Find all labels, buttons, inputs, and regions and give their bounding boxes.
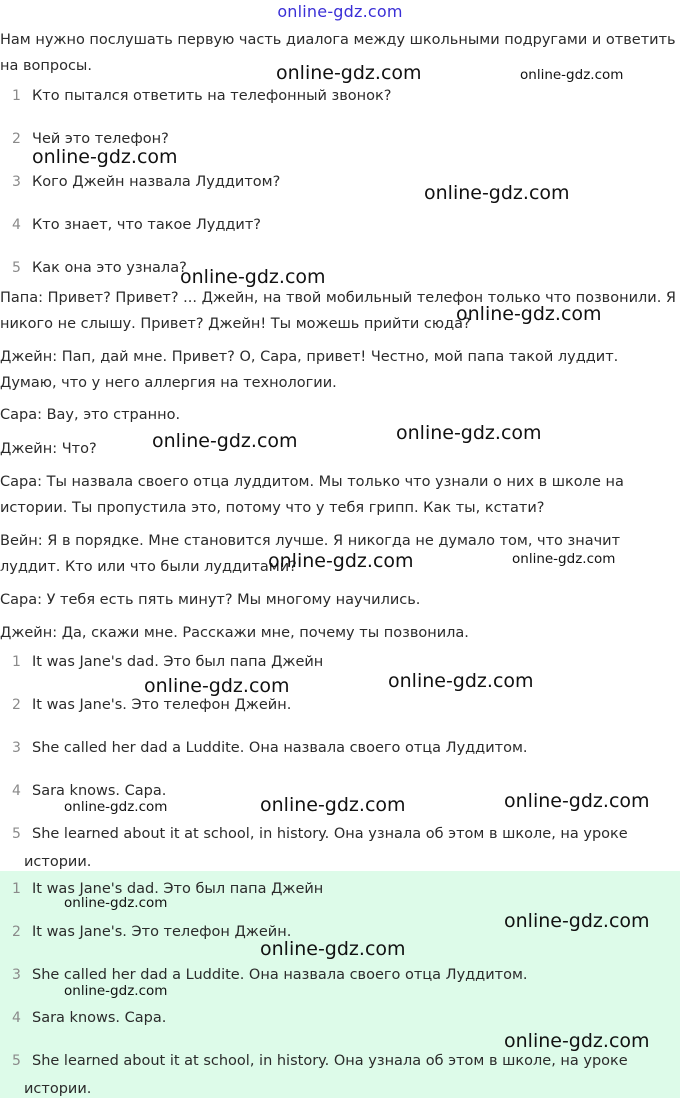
watermark: online-gdz.com — [520, 67, 624, 83]
watermark: online-gdz.com — [32, 146, 178, 168]
item-number: 3 — [12, 174, 21, 190]
item-text: She learned about it at school, in history. Она узнала об этом в школе, на уроке — [32, 826, 628, 842]
dialogue-line: Папа: Привет? Привет? ... Джейн, на твой мобильный телефон только что позвонили. Я никого не слышу. Привет? Джейн! Ты можешь прийти сюда? — [0, 290, 676, 332]
item-text: Кого Джейн назвала Луддитом? — [32, 174, 281, 190]
item-number: 3 — [12, 967, 21, 983]
item-text: It was Jane's. Это телефон Джейн. — [32, 697, 292, 713]
intro-text: Нам нужно послушать первую часть диалога между школьными подругами и ответить на вопросы. — [0, 32, 676, 74]
dialogue-line: Джейн: Пап, дай мне. Привет? О, Сара, привет! Честно, мой папа такой луддит. Думаю, что у него аллергия на технологии. — [0, 349, 619, 391]
watermark: online-gdz.com — [144, 675, 290, 697]
watermark: online-gdz.com — [424, 182, 570, 204]
item-number: 5 — [12, 260, 21, 276]
watermark: online-gdz.com — [512, 551, 616, 567]
item-text: Sara knows. Сара. — [32, 1010, 167, 1026]
watermark: online-gdz.com — [260, 794, 406, 816]
watermark: online-gdz.com — [396, 422, 542, 444]
highlighted-answers — [0, 871, 680, 1098]
item-text: She learned about it at school, in history. Она узнала об этом в школе, на уроке — [32, 1053, 628, 1069]
item-number: 1 — [12, 88, 21, 104]
item-text: It was Jane's dad. Это был папа Джейн — [32, 881, 324, 897]
item-number: 1 — [12, 654, 21, 670]
item-text-continued: истории. — [24, 854, 92, 870]
watermark: online-gdz.com — [268, 550, 414, 572]
item-number: 4 — [12, 217, 21, 233]
item-number: 5 — [12, 1053, 21, 1069]
item-text: She called her dad a Luddite. Она назвала своего отца Луддитом. — [32, 740, 528, 756]
item-text-continued: истории. — [24, 1081, 92, 1097]
item-text: Как она это узнала? — [32, 260, 187, 276]
item-number: 4 — [12, 783, 21, 799]
item-number: 2 — [12, 924, 21, 940]
item-number: 4 — [12, 1010, 21, 1026]
dialogue-line: Джейн: Что? — [0, 441, 97, 457]
item-text: Кто пытался ответить на телефонный звонок? — [32, 88, 392, 104]
watermark: online-gdz.com — [388, 670, 534, 692]
watermark: online-gdz.com — [64, 895, 168, 911]
watermark: online-gdz.com — [504, 910, 650, 932]
site-header[interactable]: online-gdz.com — [277, 2, 403, 21]
dialogue-line: Сара: У тебя есть пять минут? Мы многому научились. — [0, 592, 421, 608]
watermark: online-gdz.com — [456, 303, 602, 325]
item-number: 5 — [12, 826, 21, 842]
item-text: Кто знает, что такое Луддит? — [32, 217, 261, 233]
item-text: Sara knows. Сара. — [32, 783, 167, 799]
item-number: 2 — [12, 131, 21, 147]
watermark: online-gdz.com — [64, 983, 168, 999]
item-text: It was Jane's dad. Это был папа Джейн — [32, 654, 324, 670]
watermark: online-gdz.com — [64, 799, 168, 815]
dialogue-line: Вейн: Я в порядке. Мне становится лучше. Я никогда не думало том, что значит луддит. Кто или что были луддитами? — [0, 533, 621, 575]
watermark: online-gdz.com — [276, 62, 422, 84]
dialogue-line: Сара: Вау, это странно. — [0, 407, 181, 423]
watermark: online-gdz.com — [180, 266, 326, 288]
watermark: online-gdz.com — [504, 790, 650, 812]
watermark: online-gdz.com — [152, 430, 298, 452]
item-text: She called her dad a Luddite. Она назвала своего отца Луддитом. — [32, 967, 528, 983]
watermark: online-gdz.com — [260, 938, 406, 960]
item-number: 2 — [12, 697, 21, 713]
item-text: It was Jane's. Это телефон Джейн. — [32, 924, 292, 940]
item-text: Чей это телефон? — [32, 131, 169, 147]
item-number: 1 — [12, 881, 21, 897]
dialogue-line: Джейн: Да, скажи мне. Расскажи мне, почему ты позвонила. — [0, 625, 469, 641]
dialogue-line: Сара: Ты назвала своего отца луддитом. Мы только что узнали о них в школе на истории. Ты пропустила это, потому что у тебя грипп. Как ты, кстати? — [0, 474, 624, 516]
watermark: online-gdz.com — [504, 1030, 650, 1052]
item-number: 3 — [12, 740, 21, 756]
